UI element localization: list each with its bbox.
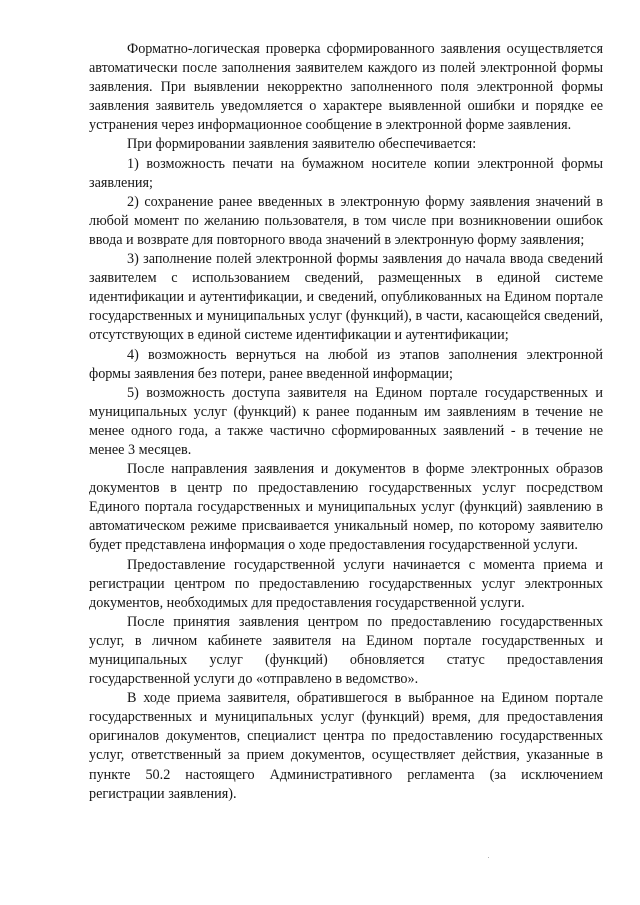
paragraph-reception: В ходе приема заявителя, обратившегося в выбранное на Едином портале государственных и муниципальных услуг (функций) время, для предоставления оригиналов документов, специалист центра по предоставлению государственных услуг, ответственный за прием документов, осуществляет действия, указанные в пункте 50.2 настоящего Административного регламента (за исключением регистрации заявления). [89, 690, 603, 802]
paragraph-provision-intro: При формировании заявления заявителю обеспечивается: [127, 136, 477, 153]
paragraph-service-start: Предоставление государственной услуги начинается с момента приема и регистрации центром по предоставлению государственных услуг электронных документов, необходимых для предоставления государственной услуги. [89, 556, 603, 611]
paragraph-item-1: 1) возможность печати на бумажном носителе копии электронной формы заявления; [89, 155, 603, 191]
paragraph-item-4: 4) возможность вернуться на любой из этапов заполнения электронной формы заявления без потери, ранее введенной информации; [89, 346, 603, 382]
scan-speck [488, 857, 489, 858]
paragraph-status-update: После принятия заявления центром по предоставлению государственных услуг, в личном кабинете заявителя на Едином портале государственных и муниципальных услуг (функций) обновляется статус предоставления государственной услуги до «отправлено в ведомство». [89, 613, 603, 688]
paragraph-format-check: Форматно-логическая проверка сформированного заявления осуществляется автоматически после заполнения заявителем каждого из полей электронной формы заявления. При выявлении некорректно заполненного поля электронной формы заявления заявитель уведомляется о характере выявленной ошибки и порядке ее устранения через информационное сообщение в электронной форме заявления. [89, 41, 603, 134]
paragraph-item-2: 2) сохранение ранее введенных в электронную форму заявления значений в любой момент по желанию пользователя, в том числе при возникновении ошибок ввода и возврате для повторного ввода значений в электронную форму заявления; [89, 193, 603, 248]
paragraph-item-3: 3) заполнение полей электронной формы заявления до начала ввода сведений заявителем с использованием сведений, размещенных в единой системе идентификации и аутентификации, и сведений, опубликованных на Едином портале государственных и муниципальных услуг (функций), в части, касающейся сведений, отсутствующих в единой системе идентификации и аутентификации; [89, 251, 603, 344]
paragraph-item-5: 5) возможность доступа заявителя на Едином портале государственных и муниципальных услуг (функций) к ранее поданным им заявлениям в течение не менее одного года, а также частично сформированных заявлений - в течение не менее 3 месяцев. [89, 384, 603, 458]
paragraph-after-submission: После направления заявления и документов в форме электронных образов документов в центр по предоставлению государственных услуг посредством Единого портала государственных и муниципальных услуг (функций) заявлению в автоматическом режиме присваивается уникальный номер, по которому заявителю будет представлена информация о ходе предоставления государственной услуги. [89, 461, 603, 554]
document-body [89, 40, 603, 804]
